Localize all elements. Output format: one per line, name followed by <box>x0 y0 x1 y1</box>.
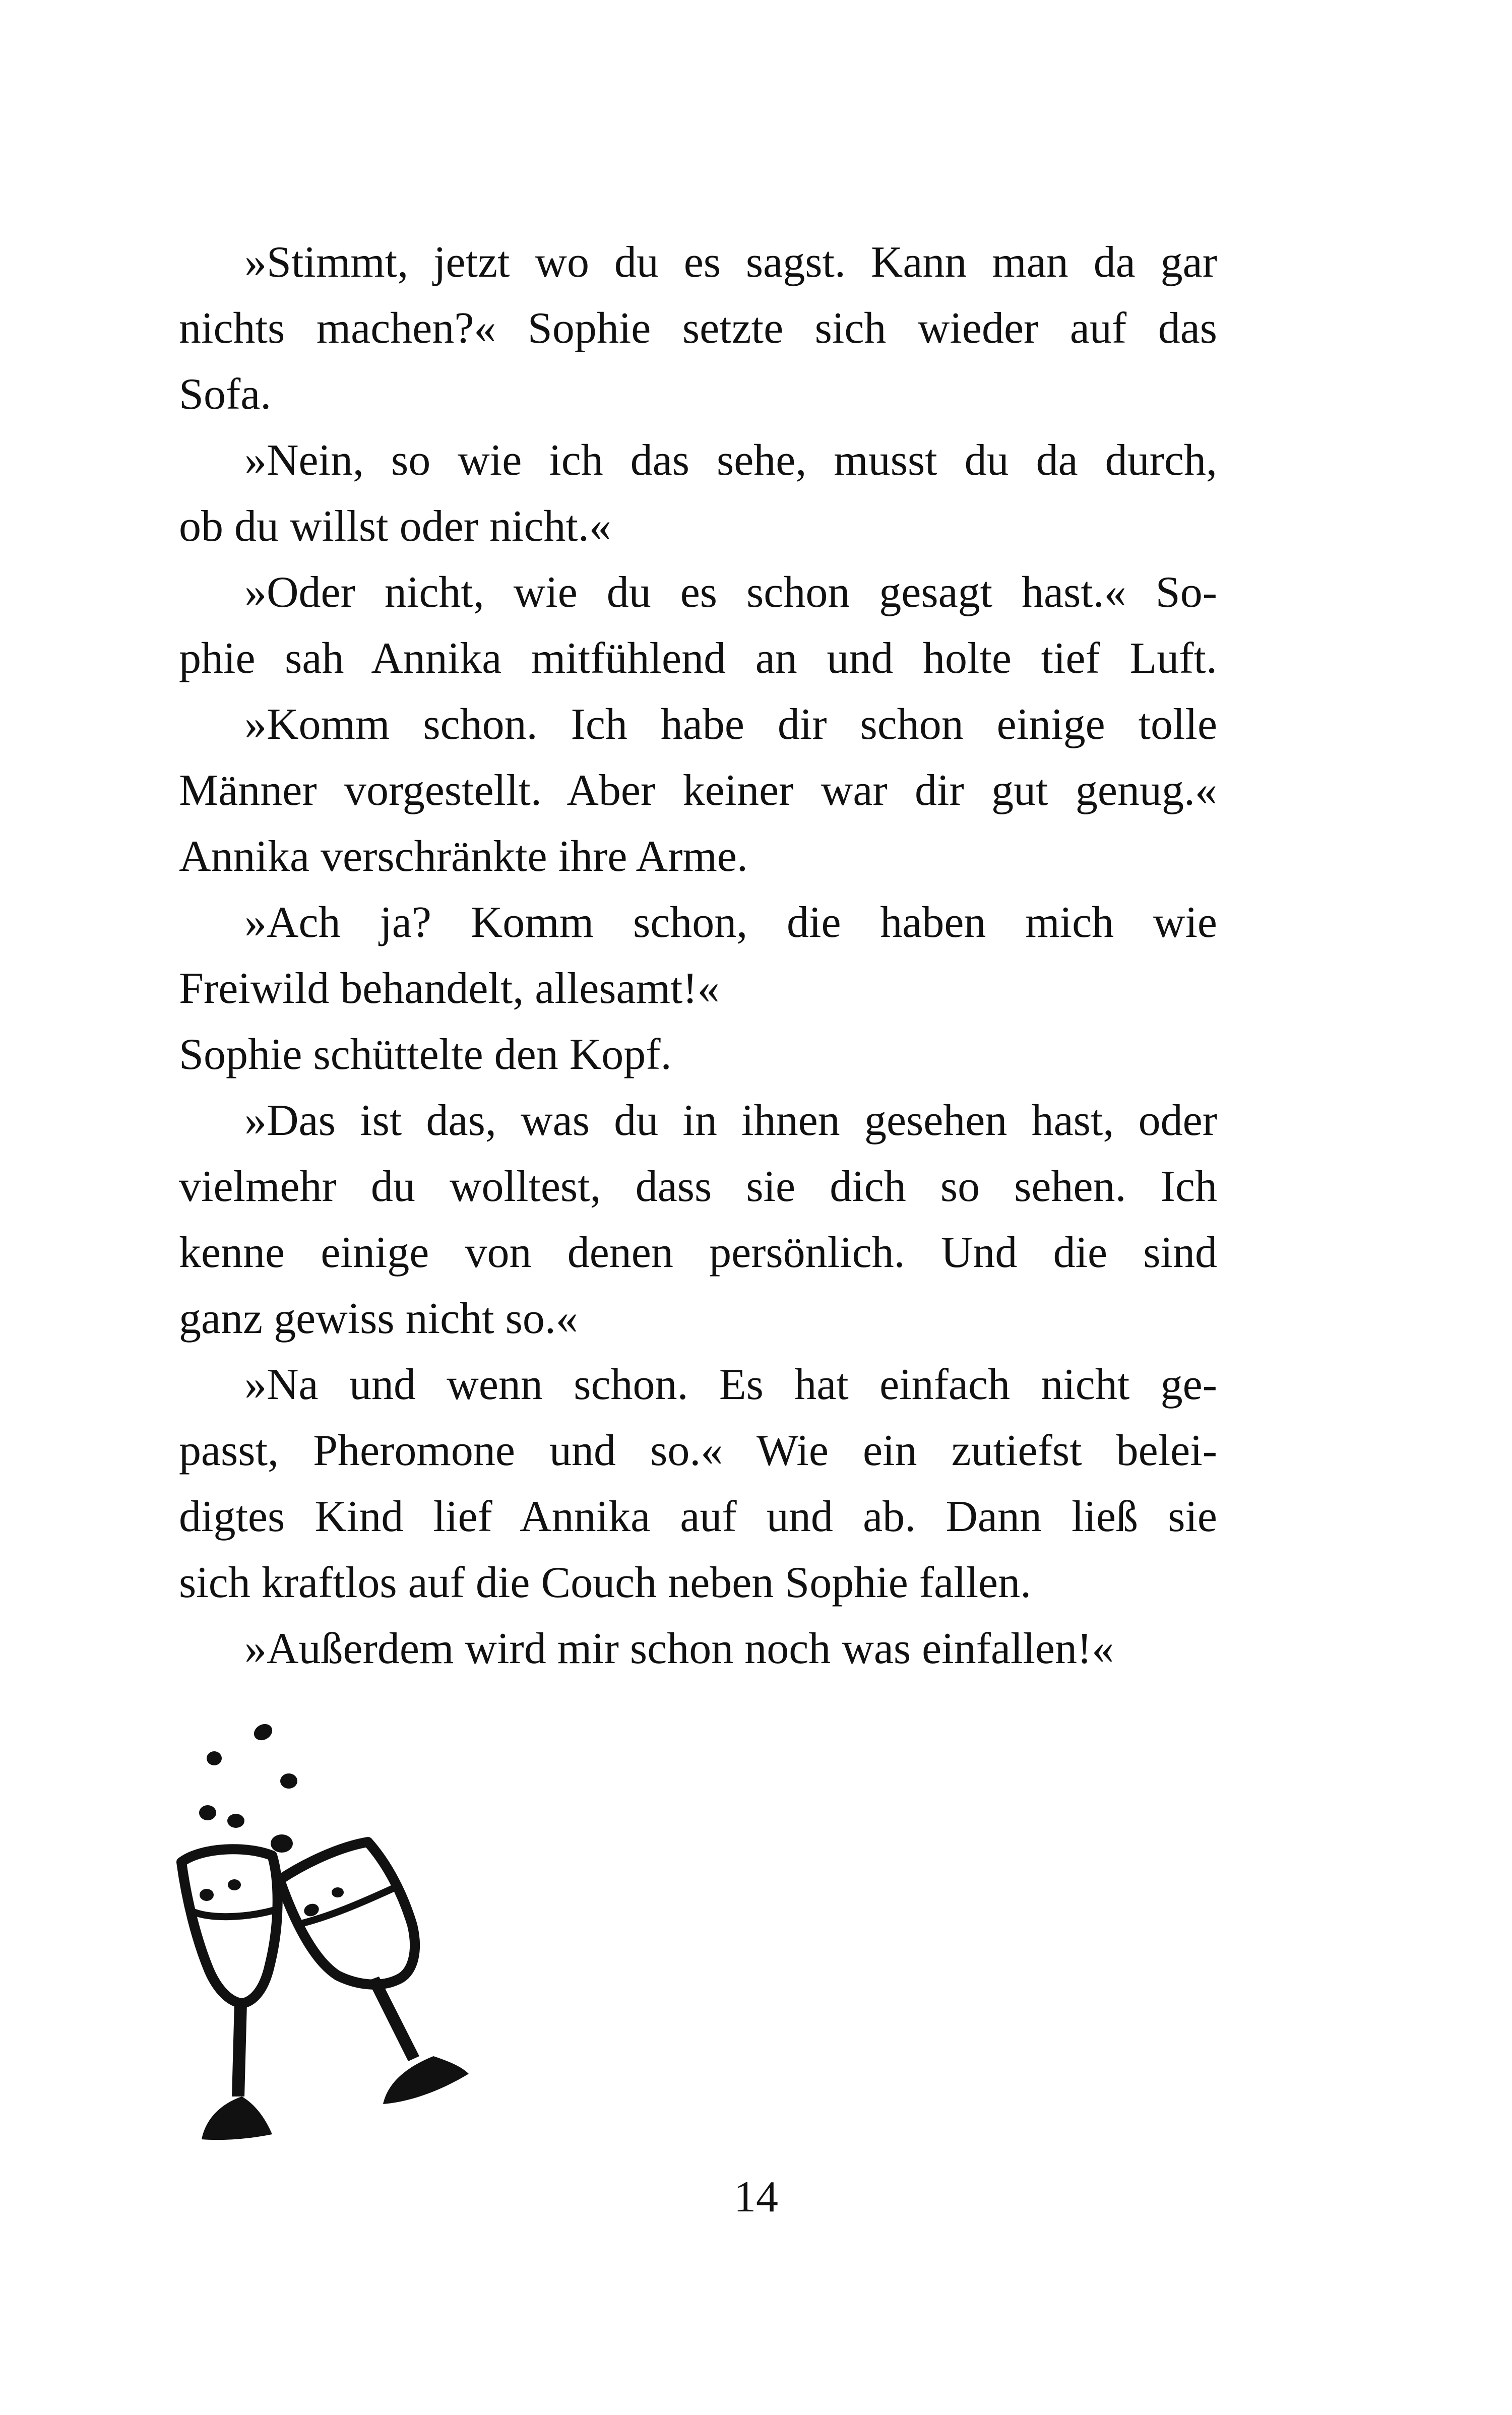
text-line: phie sah Annika mitfühlend an und holte tief Luft. <box>179 634 1217 683</box>
text-line: digtes Kind lief Annika auf und ab. Dann ließ sie <box>179 1492 1217 1541</box>
text-line: sich kraftlos auf die Couch neben Sophie fallen. <box>179 1558 1032 1607</box>
text-line: ob du willst oder nicht.« <box>179 502 611 551</box>
text-line: »Nein, so wie ich das sehe, musst du da durch, <box>244 436 1217 485</box>
text-line: ganz gewiss nicht so.« <box>179 1294 578 1343</box>
text-line: Freiwild behandelt, allesamt!« <box>179 964 720 1013</box>
text-line: nichts machen?« Sophie setzte sich wieder auf das <box>179 304 1217 353</box>
text-line: »Na und wenn schon. Es hat einfach nicht ge- <box>244 1360 1217 1409</box>
text-line: kenne einige von denen persönlich. Und die sind <box>179 1228 1217 1277</box>
text-line: »Ach ja? Komm schon, die haben mich wie <box>244 898 1217 947</box>
text-line: »Stimmt, jetzt wo du es sagst. Kann man da gar <box>244 238 1217 287</box>
text-line: Männer vorgestellt. Aber keiner war dir gut genug.« <box>179 766 1217 815</box>
text-line: Sophie schüttelte den Kopf. <box>179 1030 672 1079</box>
text-line: vielmehr du wolltest, dass sie dich so sehen. Ich <box>179 1162 1217 1211</box>
text-line: Sofa. <box>179 370 272 419</box>
left-glass <box>181 1849 278 2140</box>
text-line: passt, Pheromone und so.« Wie ein zutiefst belei- <box>179 1426 1217 1475</box>
text-line: Annika verschränkte ihre Arme. <box>179 832 748 881</box>
text-line: »Das ist das, was du in ihnen gesehen hast, oder <box>244 1096 1217 1145</box>
text-line: »Oder nicht, wie du es schon gesagt hast.« So- <box>244 568 1217 617</box>
bubbles <box>199 1721 297 1853</box>
page-number: 14 <box>734 2173 778 2221</box>
text-line: »Komm schon. Ich habe dir schon einige tolle <box>244 700 1217 749</box>
body-text <box>179 229 1217 1682</box>
champagne-glasses-toast-icon <box>171 1713 474 2157</box>
right-glass <box>280 1842 469 2104</box>
text-line: »Außerdem wird mir schon noch was einfallen!« <box>244 1624 1114 1673</box>
